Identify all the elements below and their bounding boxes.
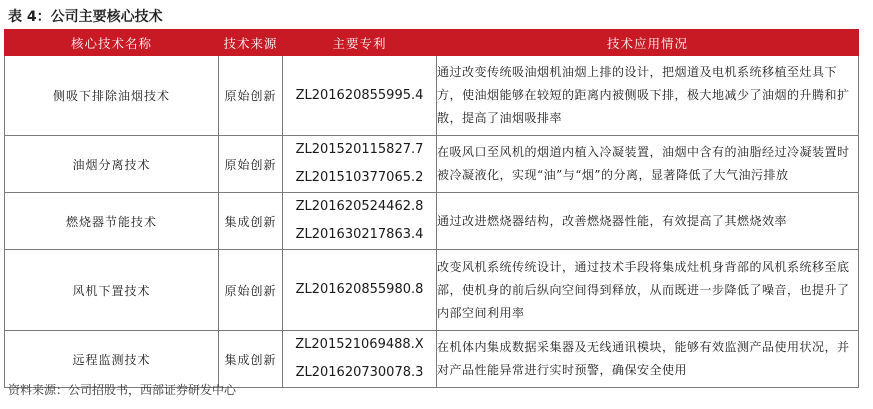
tech-name-cell: 风机下置技术	[5, 250, 219, 331]
header-application: 技术应用情况	[437, 30, 859, 56]
patent-number: ZL201520115827.7	[295, 142, 424, 157]
patent-number: ZL201510377065.2	[295, 170, 424, 185]
patent-number: ZL201620524462.8	[295, 199, 424, 214]
application-cell: 通过改进燃烧器结构，改善燃烧器性能，有效提高了其燃烧效率	[437, 193, 859, 250]
tech-source-cell: 原始创新	[219, 136, 283, 193]
patent-cell	[283, 136, 437, 193]
table-row	[5, 56, 859, 136]
patent-number: ZL201521069488.X	[295, 337, 424, 352]
tech-source-cell: 原始创新	[219, 250, 283, 331]
table-row	[5, 136, 859, 193]
header-main-patents: 主要专利	[283, 30, 437, 56]
patent-cell	[283, 331, 437, 388]
patent-cell	[283, 193, 437, 250]
patent-number: ZL201620855980.8	[295, 282, 424, 297]
table-row	[5, 250, 859, 331]
tech-source-cell: 集成创新	[219, 193, 283, 250]
application-cell: 在机体内集成数据采集器及无线通讯模块，能够有效监测产品使用状况，并对产品性能异常进行实时预警，确保安全使用	[437, 331, 859, 388]
core-technology-table	[4, 29, 859, 388]
table-header-row	[5, 30, 859, 56]
patent-number: ZL201620855995.4	[295, 87, 424, 103]
tech-source-cell: 原始创新	[219, 56, 283, 136]
header-tech-name: 核心技术名称	[5, 30, 219, 56]
tech-name-cell: 油烟分离技术	[5, 136, 219, 193]
table-caption: 表 4：公司主要核心技术	[8, 9, 163, 25]
table-row	[5, 193, 859, 250]
patent-cell	[283, 56, 437, 136]
application-cell: 通过改变传统吸油烟机油烟上排的设计，把烟道及电机系统移植至灶具下方，使油烟能够在较短的距离内被侧吸下排，极大地减少了油烟的升腾和扩散，提高了油烟吸排率	[437, 56, 859, 136]
application-cell: 改变风机系统传统设计，通过技术手段将集成灶机身背部的风机系统移至底部，使机身的前后纵向空间得到释放，从而既进一步降低了噪音，也提升了内部空间利用率	[437, 250, 859, 331]
patent-number: ZL201620730078.3	[295, 365, 424, 380]
header-tech-source: 技术来源	[219, 30, 283, 56]
source-note: 资料来源：公司招股书，西部证券研发中心	[8, 383, 237, 397]
tech-name-cell: 燃烧器节能技术	[5, 193, 219, 250]
tech-name-cell: 侧吸下排除油烟技术	[5, 56, 219, 136]
table-row	[5, 331, 859, 388]
tech-source-cell: 集成创新	[219, 331, 283, 388]
patent-number: ZL201630217863.4	[295, 227, 424, 242]
tech-name-cell: 远程监测技术	[5, 331, 219, 388]
application-cell: 在吸风口至风机的烟道内植入冷凝装置，油烟中含有的油脂经过冷凝装置时被冷凝液化，实现“油”与“烟”的分离，显著降低了大气油污排放	[437, 136, 859, 193]
patent-cell	[283, 250, 437, 331]
